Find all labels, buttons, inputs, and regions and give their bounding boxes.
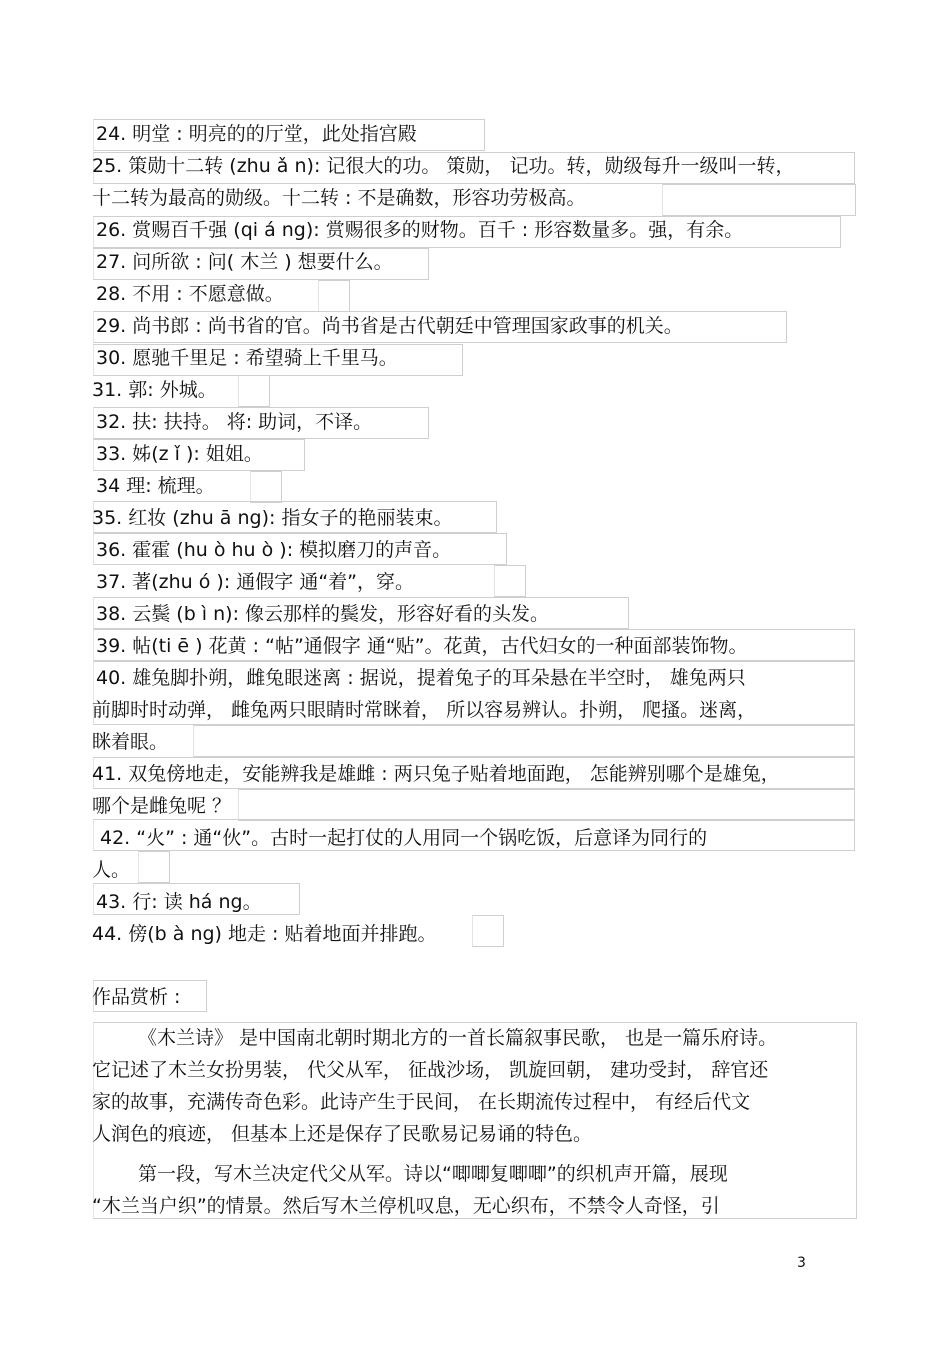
note-line: 39. 帖(ti ē ) 花黄 : “帖”通假字 通“贴”。花黄，古代妇女的一种面部装饰物。 xyxy=(96,635,748,657)
scan-box xyxy=(472,915,504,947)
scan-box xyxy=(238,789,855,821)
note-line: 43. 行: 读 há ng。 xyxy=(96,891,262,913)
paragraph-line: 家的故事，充满传奇色彩。此诗产生于民间， 在长期流传过程中， 有经后代文 xyxy=(92,1091,751,1113)
note-line: 前脚时时动弹， 雌兔两只眼睛时常眯着， 所以容易辨认。扑朔， 爬搔。迷离， xyxy=(92,699,757,721)
note-line: 28. 不用 : 不愿意做。 xyxy=(96,283,284,305)
note-line: 29. 尚书郎 : 尚书省的官。尚书省是古代朝廷中管理国家政事的机关。 xyxy=(96,315,683,337)
scan-box xyxy=(238,375,270,407)
note-line: 人。 xyxy=(92,859,131,881)
scan-box xyxy=(494,565,526,597)
note-line: 十二转为最高的勋级。十二转 : 不是确数，形容功劳极高。 xyxy=(92,187,586,209)
note-line: 30. 愿驰千里足 : 希望骑上千里马。 xyxy=(96,347,398,369)
note-line: 34 理: 梳理。 xyxy=(96,475,215,497)
paragraph-line: “木兰当户织”的情景。然后写木兰停机叹息，无心织布，不禁令人奇怪，引 xyxy=(92,1195,720,1217)
paragraph-line: 它记述了木兰女扮男装， 代父从军， 征战沙场， 凯旋回朝， 建功受封， 辞官还 xyxy=(92,1059,769,1081)
note-line: 36. 霍霍 (hu ò hu ò ): 模拟磨刀的声音。 xyxy=(96,539,452,561)
note-line: 40. 雄兔脚扑朔，雌兔眼迷离 : 据说，提着兔子的耳朵悬在半空时， 雄兔两只 xyxy=(96,667,746,689)
paragraph-line: 第一段，写木兰决定代父从军。诗以“唧唧复唧唧”的织机声开篇，展现 xyxy=(138,1163,728,1185)
scan-box xyxy=(662,184,856,216)
note-line: 38. 云鬓 (b ì n): 像云那样的鬓发，形容好看的头发。 xyxy=(96,603,550,625)
note-line: 33. 姊(z ǐ ): 姐姐。 xyxy=(96,443,263,465)
scan-box xyxy=(138,851,170,883)
note-line: 37. 著(zhu ó ): 通假字 通“着”，穿。 xyxy=(96,571,415,593)
note-line: 眯着眼。 xyxy=(92,731,169,753)
note-line: 32. 扶: 扶持。 将: 助词，不译。 xyxy=(96,411,373,433)
note-line: 27. 问所欲 : 问( 木兰 ) 想要什么。 xyxy=(96,251,393,273)
page-number: 3 xyxy=(797,1255,806,1271)
scan-box xyxy=(193,725,855,757)
section-title: 作品赏析 : xyxy=(92,986,181,1008)
note-line: 41. 双兔傍地走，安能辨我是雄雌 : 两只兔子贴着地面跑， 怎能辨别哪个是雄兔， xyxy=(92,763,780,785)
note-line: 31. 郭: 外城。 xyxy=(92,379,217,401)
note-line: 24. 明堂 : 明亮的的厅堂，此处指宫殿 xyxy=(96,123,417,145)
note-line: 25. 策勋十二转 (zhu ǎ n): 记很大的功。 策勋， 记功。转，勋级每升一级叫一转， xyxy=(92,155,795,177)
note-line: 44. 傍(b à ng) 地走 : 贴着地面并排跑。 xyxy=(92,923,437,945)
note-line: 26. 赏赐百千强 (qi á ng): 赏赐很多的财物。百千 : 形容数量多。强，有余。 xyxy=(96,219,744,241)
paragraph-line: 人润色的痕迹， 但基本上还是保存了民歌易记易诵的特色。 xyxy=(92,1123,593,1145)
note-line: 42. “火” : 通“伙”。古时一起打仗的人用同一个锅吃饭，后意译为同行的 xyxy=(100,827,708,849)
scan-box xyxy=(318,280,350,312)
note-line: 35. 红妆 (zhu ā ng): 指女子的艳丽装束。 xyxy=(92,507,453,529)
paragraph-line: 《木兰诗》 是中国南北朝时期北方的一首长篇叙事民歌， 也是一篇乐府诗。 xyxy=(138,1027,778,1049)
note-line: 哪个是雌兔呢 ？ xyxy=(92,795,232,817)
scan-box xyxy=(250,471,282,503)
